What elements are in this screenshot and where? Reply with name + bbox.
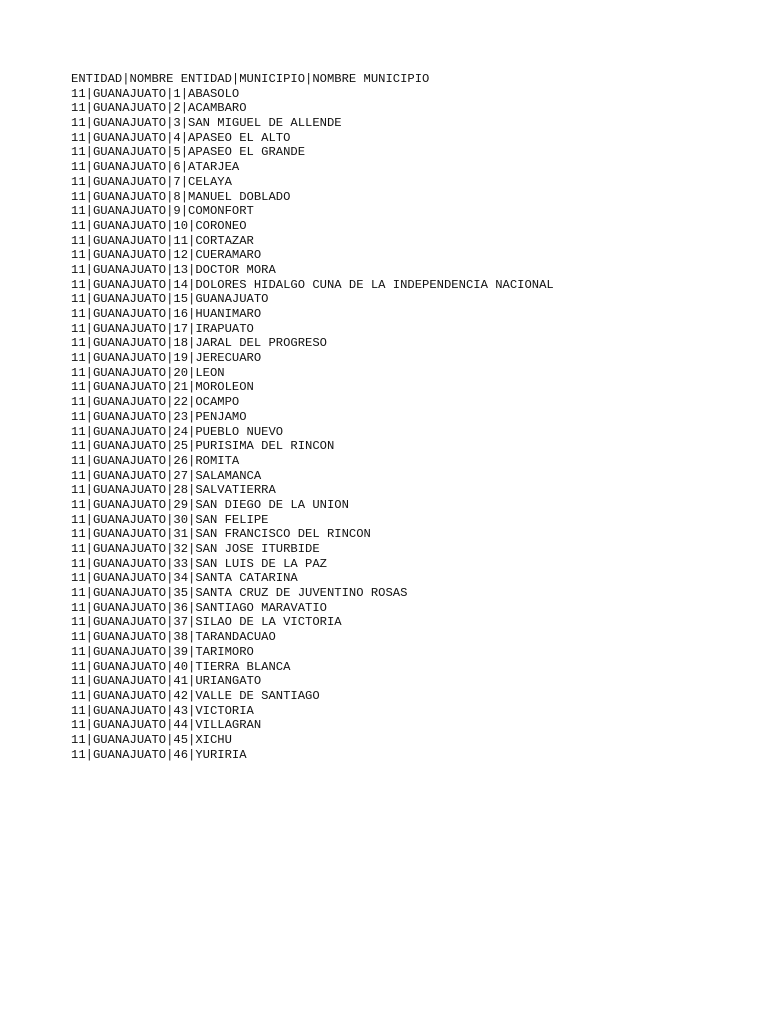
data-row: 11|GUANAJUATO|23|PENJAMO <box>71 409 247 424</box>
data-row: 11|GUANAJUATO|15|GUANAJUATO <box>71 292 269 307</box>
header-line: ENTIDAD|NOMBRE ENTIDAD|MUNICIPIO|NOMBRE MUNICIPIO <box>71 72 430 86</box>
document-page <box>71 72 751 762</box>
data-row: 11|GUANAJUATO|20|LEON <box>71 365 225 380</box>
data-row: 11|GUANAJUATO|45|XICHU <box>71 732 232 747</box>
data-row: 11|GUANAJUATO|11|CORTAZAR <box>71 233 254 248</box>
data-row: 11|GUANAJUATO|40|TIERRA BLANCA <box>71 659 291 674</box>
data-row: 11|GUANAJUATO|27|SALAMANCA <box>71 468 262 483</box>
data-row: 11|GUANAJUATO|3|SAN MIGUEL DE ALLENDE <box>71 116 342 131</box>
data-row: 11|GUANAJUATO|18|JARAL DEL PROGRESO <box>71 336 327 351</box>
data-row: 11|GUANAJUATO|10|CORONEO <box>71 218 247 233</box>
data-row: 11|GUANAJUATO|6|ATARJEA <box>71 160 240 175</box>
data-row: 11|GUANAJUATO|4|APASEO EL ALTO <box>71 130 291 145</box>
data-row: 11|GUANAJUATO|35|SANTA CRUZ DE JUVENTINO ROSAS <box>71 586 408 601</box>
data-row: 11|GUANAJUATO|7|CELAYA <box>71 174 232 189</box>
data-row: 11|GUANAJUATO|17|IRAPUATO <box>71 321 254 336</box>
data-row: 11|GUANAJUATO|42|VALLE DE SANTIAGO <box>71 688 320 703</box>
data-row: 11|GUANAJUATO|9|COMONFORT <box>71 204 254 219</box>
data-row: 11|GUANAJUATO|19|JERECUARO <box>71 351 262 366</box>
data-row: 11|GUANAJUATO|1|ABASOLO <box>71 86 240 101</box>
data-row: 11|GUANAJUATO|21|MOROLEON <box>71 380 254 395</box>
data-row: 11|GUANAJUATO|8|MANUEL DOBLADO <box>71 189 291 204</box>
data-row: 11|GUANAJUATO|32|SAN JOSE ITURBIDE <box>71 542 320 556</box>
data-row: 11|GUANAJUATO|12|CUERAMARO <box>71 248 262 263</box>
data-row: 11|GUANAJUATO|41|URIANGATO <box>71 674 262 689</box>
data-row: 11|GUANAJUATO|28|SALVATIERRA <box>71 483 276 498</box>
data-row: 11|GUANAJUATO|29|SAN DIEGO DE LA UNION <box>71 497 349 512</box>
data-row: 11|GUANAJUATO|22|OCAMPO <box>71 395 240 410</box>
data-row: 11|GUANAJUATO|14|DOLORES HIDALGO CUNA DE LA INDEPENDENCIA NACIONAL <box>71 277 554 292</box>
data-row: 11|GUANAJUATO|34|SANTA CATARINA <box>71 571 298 586</box>
data-row: 11|GUANAJUATO|5|APASEO EL GRANDE <box>71 145 306 160</box>
data-row: 11|GUANAJUATO|26|ROMITA <box>71 453 240 468</box>
data-row: 11|GUANAJUATO|25|PURISIMA DEL RINCON <box>71 439 335 454</box>
data-row: 11|GUANAJUATO|44|VILLAGRAN <box>71 718 262 733</box>
data-row: 11|GUANAJUATO|43|VICTORIA <box>71 703 254 718</box>
data-row: 11|GUANAJUATO|39|TARIMORO <box>71 644 254 659</box>
data-row: 11|GUANAJUATO|31|SAN FRANCISCO DEL RINCON <box>71 527 371 542</box>
data-row: 11|GUANAJUATO|30|SAN FELIPE <box>71 512 269 527</box>
data-row: 11|GUANAJUATO|36|SANTIAGO MARAVATIO <box>71 600 327 615</box>
data-row: 11|GUANAJUATO|13|DOCTOR MORA <box>71 262 276 277</box>
data-row: 11|GUANAJUATO|16|HUANIMARO <box>71 307 262 321</box>
data-row: 11|GUANAJUATO|37|SILAO DE LA VICTORIA <box>71 615 342 630</box>
data-row: 11|GUANAJUATO|46|YURIRIA <box>71 747 247 762</box>
data-row: 11|GUANAJUATO|33|SAN LUIS DE LA PAZ <box>71 556 327 571</box>
data-row: 11|GUANAJUATO|24|PUEBLO NUEVO <box>71 424 284 439</box>
data-row: 11|GUANAJUATO|38|TARANDACUAO <box>71 630 276 645</box>
data-row: 11|GUANAJUATO|2|ACAMBARO <box>71 101 247 116</box>
data-rows <box>71 87 751 763</box>
